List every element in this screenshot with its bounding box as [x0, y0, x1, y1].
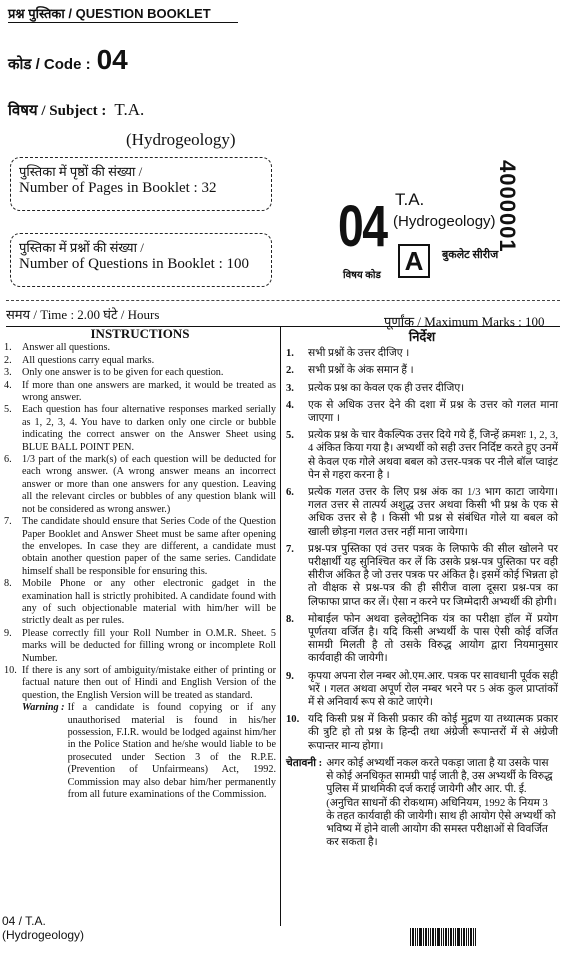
badge-ta: T.A.: [395, 190, 425, 209]
list-item: [4, 578, 276, 628]
item-text: If more than one answers are marked, it would be treated as wrong answer.: [22, 379, 276, 404]
item-number: 9.: [4, 627, 12, 639]
item-text: सभी प्रश्नों के उत्तर दीजिए ।: [308, 348, 410, 360]
list-item: [4, 380, 276, 405]
list-item: [286, 613, 558, 666]
list-item: [4, 404, 276, 454]
barcode-image: [410, 928, 484, 946]
section-rule: [6, 326, 560, 327]
badge-code: 04: [338, 194, 387, 259]
code-label: कोड / Code :: [8, 56, 91, 73]
item-number: 2.: [4, 354, 12, 366]
marks-text: पूर्णांक / Maximum Marks : 100: [384, 314, 545, 329]
item-number: 10.: [286, 714, 300, 726]
pages-box: [10, 157, 272, 211]
barcode-bar: [432, 928, 434, 946]
series-box: A: [398, 244, 430, 278]
chetavani-block: [286, 757, 558, 849]
barcode-bar: [457, 928, 460, 946]
barcode-bar: [423, 928, 424, 946]
code-row: [8, 44, 128, 76]
list-item: [286, 486, 558, 539]
barcode-bar: [473, 928, 474, 946]
item-text: यदि किसी प्रश्न में किसी प्रकार की कोई मुद्रण या तथ्यात्मक प्रकार की त्रुटि हो तो प्रश्न के हिन्दी तथा अंग्रेजी रूपान्तरों में से अंग्रेजी रूपान्तर मान्य होगा।: [308, 714, 558, 752]
item-text: सभी प्रश्नों के अंक समान हैं ।: [308, 365, 414, 377]
barcode-bar: [448, 928, 449, 946]
list-item: [286, 347, 558, 360]
warning-text: If a candidate is found copying or if any unauthorised material is found in his/her possession, F.I.R. would be lodged against him/her in the Police Station and he/she would liable to be prosecuted under Section 3 of the R.P.E. (Prevention of Unfairmeans) Act, 1992. Commission may also debar him/her permanently from all future examinations of the Commission.: [67, 702, 276, 801]
item-number: 2.: [286, 365, 294, 377]
pages-english: Number of Pages in Booklet : 32: [19, 180, 217, 196]
item-text: प्रत्येक प्रश्न के चार वैकल्पिक उत्तर दिये गये हैं, जिन्हें क्रमशः 1, 2, 3, 4 अंकित किया गया है। अभ्यर्थी को सही उत्तर निर्दिष्ट करते हुए उनमें से केवल एक गोले अथवा बबल को उत्तर-पत्रक पर नीले बॉल प्वाइंट पेन से गहरा करना है ।: [308, 430, 558, 481]
barcode-bar: [475, 928, 476, 946]
list-item: [286, 713, 558, 753]
chetavani-label: चेतावनी :: [286, 757, 323, 769]
item-number: 5.: [286, 430, 294, 442]
item-text: Answer all questions.: [22, 342, 110, 354]
barcode-bar: [453, 928, 454, 946]
instructions-list: [4, 342, 276, 702]
item-text: एक से अधिक उत्तर देने की दशा में प्रश्न के उत्तर को गलत माना जाएगा ।: [308, 399, 558, 425]
subject-label: विषय / Subject :: [8, 103, 107, 119]
list-item: [4, 342, 276, 354]
list-item: [4, 665, 276, 702]
item-text: प्रत्येक गलत उत्तर के लिए प्रश्न अंक का 1/3 भाग काटा जायेगा। गलत उत्तर से तात्पर्य अशुद्ध उत्तर अथवा किसी भी प्रश्न के एक से अधिक उत्तर से है । किसी भी प्रश्न से संबंधित गोले या बबल को खाली छोड़ना गलत उत्तर नहीं माना जायेगा।: [308, 487, 558, 538]
item-number: 9.: [286, 670, 294, 682]
item-text: The candidate should ensure that Series Code of the Question Paper Booklet and Answer Sheet must be same after opening the envelopes. In case they are different, a candidate must obtain another question paper of the same series. Candidate himself shall be responsible for ensuring this.: [22, 516, 276, 577]
barcode-bar: [437, 928, 440, 946]
barcode-bar: [461, 928, 462, 946]
item-number: 1.: [286, 348, 294, 360]
item-text: Only one answer is to be given for each question.: [22, 367, 224, 379]
item-number: 4.: [4, 379, 12, 391]
list-item: [286, 382, 558, 395]
serial-number: 4000001: [495, 160, 520, 253]
barcode-bar: [450, 928, 452, 946]
vishay-kod-label: विषय कोड: [343, 270, 381, 281]
barcode-bar: [430, 928, 431, 946]
barcode-bar: [417, 928, 418, 946]
item-text: Mobile Phone or any other electronic gadget in the examination hall is strictly prohibited. A candidate found with any of such objectionable material with him/her will be strictly dealt as per rules.: [22, 578, 276, 627]
item-number: 8.: [4, 578, 12, 590]
header-rule: [6, 300, 560, 301]
list-item: [4, 355, 276, 367]
questions-box: [10, 233, 272, 287]
barcode-bar: [466, 928, 467, 946]
title-rule: [8, 22, 238, 23]
list-item: [286, 399, 558, 425]
barcode-bar: [419, 928, 422, 946]
list-item: [286, 429, 558, 482]
instructions-column: [4, 328, 276, 801]
nirdesh-column: [286, 330, 558, 849]
barcode-bar: [435, 928, 436, 946]
pages-hindi: पुस्तिका में पृष्ठों की संख्या /: [19, 164, 143, 179]
warning-block: [22, 702, 276, 801]
item-number: 3.: [4, 367, 12, 379]
item-number: 7.: [4, 516, 12, 528]
item-text: Each question has four alternative responses marked serially as 1, 2, 3, 4. You have to darken only one circle or bubble indicating the correct answer on the Answer Sheet using BLUE BALL POINT PEN.: [22, 404, 276, 453]
questions-english: Number of Questions in Booklet : 100: [19, 256, 249, 272]
item-number: 6.: [286, 487, 294, 499]
item-number: 5.: [4, 404, 12, 416]
barcode-bar: [455, 928, 456, 946]
list-item: [286, 543, 558, 609]
column-divider: [280, 326, 281, 926]
barcode-bar: [470, 928, 472, 946]
barcode-bar: [428, 928, 429, 946]
item-number: 8.: [286, 613, 294, 625]
footer: [2, 914, 84, 942]
list-item: [4, 628, 276, 665]
footer-code: 04 / T.A.: [2, 914, 46, 928]
booklet-series-label: बुकलेट सीरीज: [442, 249, 499, 261]
barcode-bar: [425, 928, 427, 946]
barcode-bar: [441, 928, 442, 946]
item-text: कृपया अपना रोल नम्बर ओ.एम.आर. पत्रक पर सावधानी पूर्वक सही भरें । गलत अथवा अपूर्ण रोल नम्बर भरने पर 5 अंक कुल प्राप्तांकों में से अनिवार्य रूप से काटे जाएंगे।: [308, 670, 558, 709]
instructions-heading: INSTRUCTIONS: [90, 326, 190, 341]
barcode-bar: [410, 928, 411, 946]
subject-subtitle: (Hydrogeology): [126, 130, 236, 149]
subject-row: [8, 100, 144, 120]
barcode-bar: [443, 928, 444, 946]
item-text: If there is any sort of ambiguity/mistake either of printing or factual nature then out of Hindi and English Version of the question, the English Version will be treated as standard.: [22, 664, 276, 701]
badge-subject: (Hydrogeology): [393, 213, 496, 230]
warning-label: Warning :: [22, 702, 65, 714]
barcode-bar: [463, 928, 465, 946]
barcode-bar: [412, 928, 414, 946]
list-item: [286, 364, 558, 377]
item-text: प्रश्न-पत्र पुस्तिका एवं उत्तर पत्रक के लिफाफे की सील खोलने पर परीक्षार्थी यह सुनिश्चित कर लें कि उसके प्रश्न-पत्र पुस्तिका पर वही सीरीज अंकित है जो उत्तर पत्रक पर अंकित है। इसमें कोई भिन्नता हो तो वीक्षक से प्रश्न-पत्र की ही सीरीज वाला दूसरा प्रश्न-पत्र का लिफाफा प्राप्त कर लें। ऐसा न करने पर जिम्मेदारी अभ्यर्थी की होगी।: [308, 543, 558, 608]
booklet-title: प्रश्न पुस्तिका / QUESTION BOOKLET: [8, 6, 211, 21]
code-value: 04: [96, 44, 128, 75]
nirdesh-list: [286, 347, 558, 753]
questions-hindi: पुस्तिका में प्रश्नों की संख्या /: [19, 240, 144, 255]
item-text: All questions carry equal marks.: [22, 354, 155, 366]
list-item: [4, 367, 276, 379]
item-text: Please correctly fill your Roll Number in O.M.R. Sheet. 5 marks will be deducted for filling wrong or incomplete Roll Number.: [22, 627, 276, 664]
item-text: 1/3 part of the mark(s) of each question will be deducted for each wrong answer. (A wrong answer means an incorrect answer or more than one answers for any question. Leaving all the relevant circles or bubbles of any question blank will not be considered as wrong answer.): [22, 454, 276, 515]
item-number: 10.: [4, 664, 17, 676]
subject-value: T.A.: [114, 100, 145, 119]
barcode-bar: [445, 928, 447, 946]
footer-subject: (Hydrogeology): [2, 928, 85, 942]
item-number: 4.: [286, 399, 294, 411]
item-text: मोबाईल फोन अथवा इलेक्ट्रोनिक यंत्र का परीक्षा हॉल में प्रयोग पूर्णतया वर्जित है। यदि किसी अभ्यर्थी के पास ऐसी कोई वर्जित सामग्री मिलती है तो उसके विरुद्ध आयोग द्वारा नियमानुसार कार्यवाही की जायेगी।: [308, 613, 558, 665]
item-number: 3.: [286, 382, 294, 394]
list-item: [4, 516, 276, 578]
nirdesh-heading: निर्देश: [408, 329, 436, 344]
item-text: प्रत्येक प्रश्न का केवल एक ही उत्तर दीजिए।: [308, 382, 465, 394]
item-number: 1.: [4, 342, 12, 354]
item-number: 7.: [286, 543, 294, 555]
item-number: 6.: [4, 454, 12, 466]
list-item: [4, 454, 276, 516]
list-item: [286, 670, 558, 710]
chetavani-text: अगर कोई अभ्यर्थी नकल करते पकड़ा जाता है या उसके पास से कोई अनधिकृत सामग्री पाई जाती है, उस अभ्यर्थी के विरुद्ध पुलिस में प्राथमिकी दर्ज कराई जायेगी और आर. पी. ई. (अनुचित साधनों की रोकथाम) अधिनियम, 1992 के नियम 3 के तहत कार्यवाही की जायेगी। साथ ही आयोग ऐसे अभ्यर्थी को भविष्य में होने वाली आयोग की समस्त परीक्षाओं से विवर्जित कर सकता है।: [326, 757, 556, 849]
barcode-bar: [468, 928, 469, 946]
time-text: समय / Time : 2.00 घंटे / Hours: [6, 307, 160, 322]
barcode-bar: [415, 928, 416, 946]
